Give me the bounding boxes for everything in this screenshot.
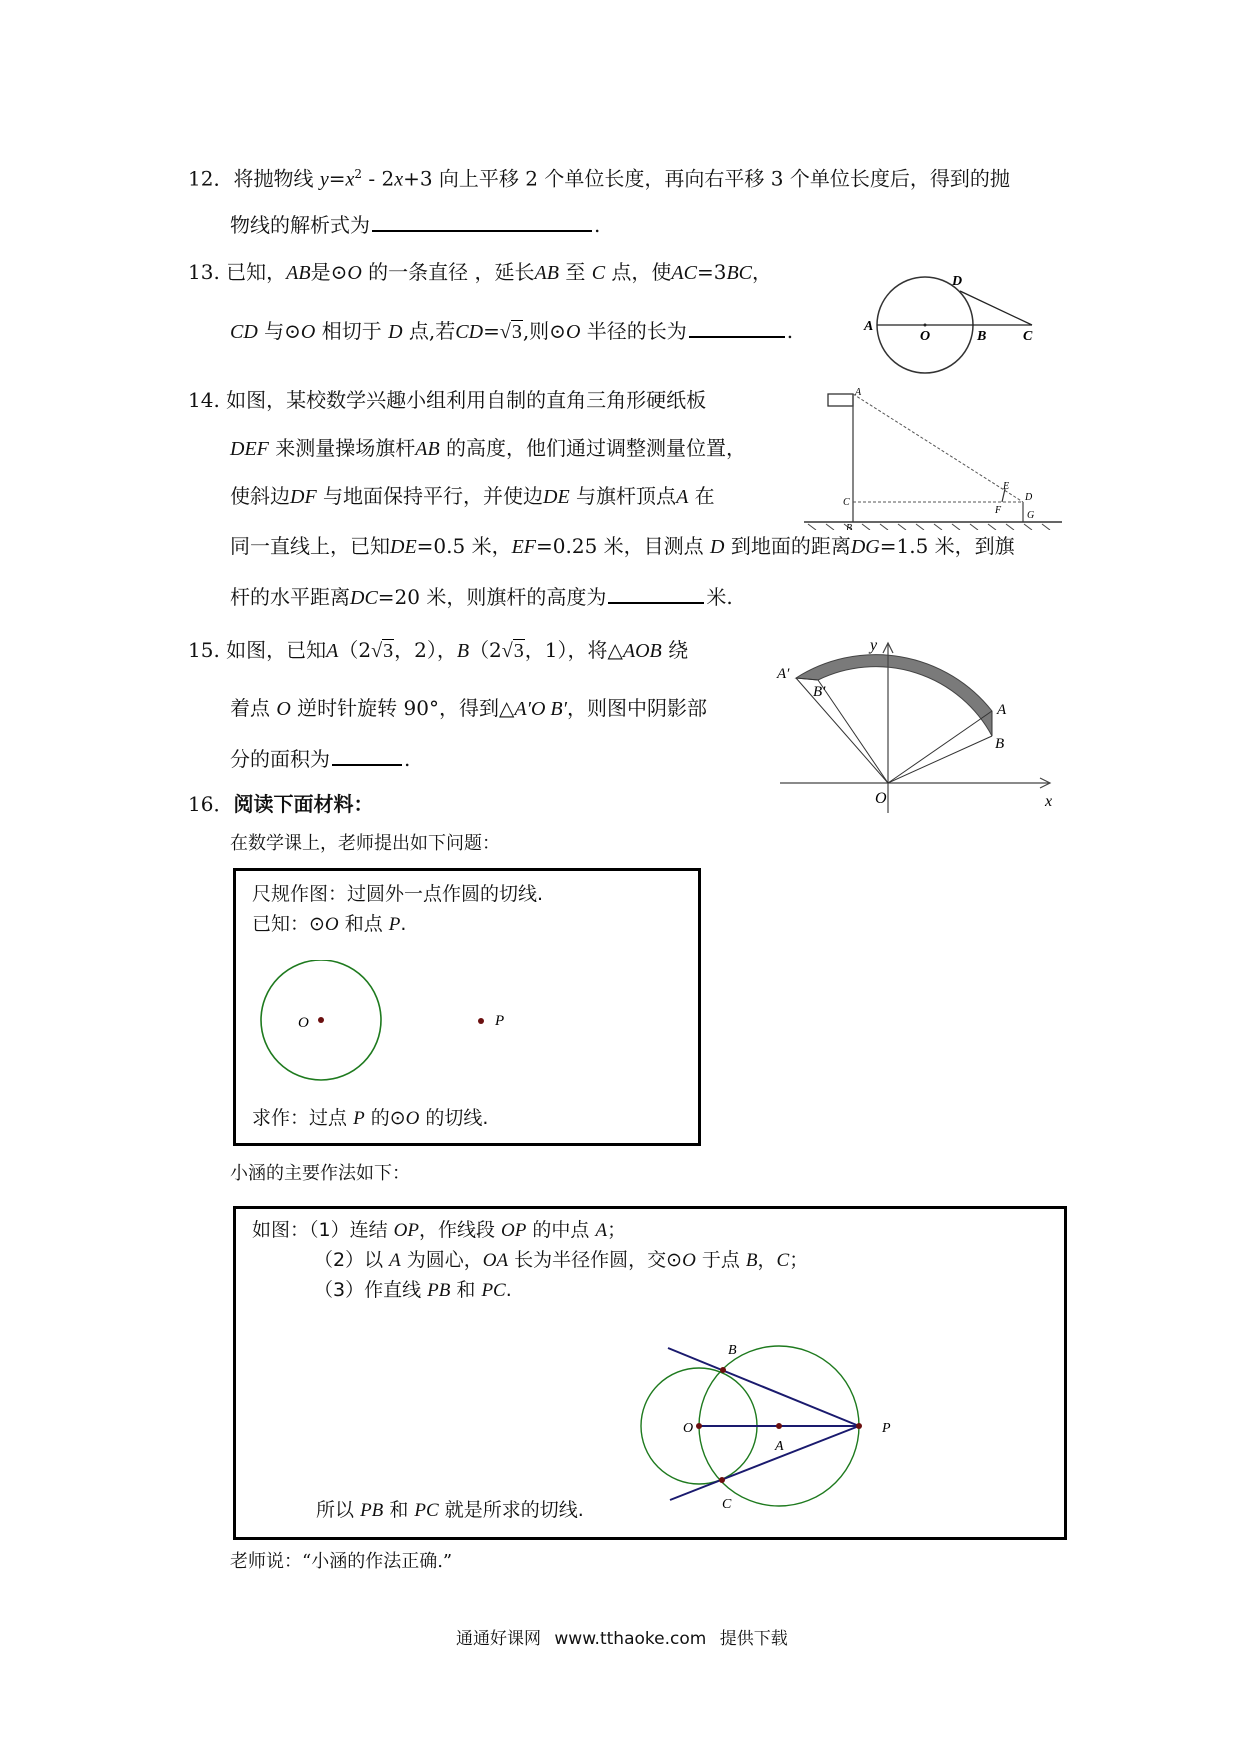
- sightline-ad: [853, 394, 1023, 502]
- sqrt-symbol: √: [499, 321, 511, 343]
- label-g: G: [1027, 510, 1035, 521]
- q13-text: =: [483, 319, 500, 343]
- box-text: 于点: [695, 1249, 740, 1271]
- var: DG: [850, 536, 880, 558]
- site-url[interactable]: www.tthaoke.com: [554, 1629, 707, 1649]
- radicand: 3: [511, 321, 522, 343]
- q15-text: ，2），: [394, 638, 457, 662]
- var: C: [776, 1250, 790, 1271]
- q14-text: 在: [688, 484, 715, 508]
- q13-text: 相切于: [315, 319, 382, 343]
- q16-text: 小涵的主要作法如下：: [230, 1163, 410, 1184]
- punct: ；: [789, 1249, 809, 1271]
- sqrt-symbol: √: [501, 640, 513, 662]
- flag: [828, 394, 853, 406]
- q13-text: 是⊙: [310, 260, 348, 284]
- center-point: [924, 324, 927, 327]
- label-c: C: [1023, 329, 1033, 344]
- q12-line1: [188, 160, 1010, 194]
- q14-line4: [230, 532, 1015, 561]
- var: AB: [286, 262, 311, 284]
- box-text: 已知：⊙: [252, 913, 325, 935]
- var: AB: [415, 438, 440, 460]
- q13-line1: [188, 258, 772, 287]
- q12-text: 向上平移 2 个单位长度，再向右平移 3 个单位长度后，得到的抛: [432, 166, 1010, 191]
- q13-text: 与⊙: [257, 319, 301, 343]
- label-a: A: [775, 1439, 784, 1454]
- label-b: B: [846, 523, 853, 530]
- question-number: 16．: [188, 792, 234, 816]
- tangent-pb: [668, 1348, 859, 1426]
- q14-text: 与地面保持平行，并使边: [316, 484, 544, 508]
- q15-text: ，则图中阴影部: [567, 696, 707, 720]
- formula-part: +3: [403, 166, 433, 191]
- q13-line2: [230, 316, 793, 346]
- var: D: [710, 536, 725, 558]
- var: O: [300, 321, 316, 343]
- punct: ；: [607, 1219, 627, 1241]
- q15-text: 分的面积为: [230, 747, 330, 771]
- q14-text: =0.5 米，: [416, 534, 512, 558]
- label-b: B: [995, 736, 1005, 752]
- q14-text: 使斜边: [230, 484, 290, 508]
- box-text: 的中点: [526, 1219, 590, 1241]
- q15-text: （2: [338, 638, 372, 662]
- box1-line1: [252, 880, 543, 908]
- box-text: （3）作直线: [314, 1279, 422, 1301]
- var: CD: [455, 321, 484, 343]
- tangent-pc: [670, 1426, 859, 1500]
- box-text: 的切线.: [419, 1107, 489, 1129]
- q15-line2: [230, 694, 707, 723]
- q13-figure: [860, 270, 1040, 380]
- q15-text: （2: [469, 638, 502, 662]
- point-c: [719, 1477, 725, 1483]
- q16-text: 老师说：“小涵的作法正确.”: [230, 1551, 453, 1572]
- q13-text: 点，使: [605, 260, 672, 284]
- answer-blank[interactable]: [608, 582, 704, 604]
- punct: .: [404, 747, 411, 771]
- point-o: [318, 1017, 324, 1023]
- q15-line3: [230, 744, 410, 773]
- q16-text: 在数学课上，老师提出如下问题：: [230, 833, 500, 854]
- question-number: 13.: [188, 260, 220, 284]
- var: DC: [350, 587, 378, 609]
- q13-text: ,则⊙: [522, 319, 566, 343]
- q14-text: 如图，某校数学兴趣小组利用自制的直角三角形硬纸板: [226, 388, 707, 412]
- var: A: [326, 640, 339, 662]
- var: CD: [230, 321, 258, 343]
- var: DE: [543, 486, 570, 508]
- sqrt-expression: [371, 640, 394, 662]
- conclusion: [316, 1496, 584, 1525]
- var: P: [353, 1108, 365, 1129]
- q14-text: =1.5 米，到旗: [879, 534, 1015, 558]
- label-y: y: [870, 637, 878, 654]
- label-e: E: [1003, 481, 1010, 492]
- seg-ob: [888, 736, 992, 783]
- q12-line2: [230, 210, 600, 239]
- box-text: ，作线段: [418, 1219, 495, 1241]
- radicand: 3: [513, 640, 524, 662]
- q14-line5: [230, 582, 733, 612]
- q15-text: 逆时针旋转 90°，得到△: [290, 696, 515, 720]
- q13-text: 半径的长为: [580, 319, 687, 343]
- label-o: O: [875, 790, 887, 807]
- label-c: C: [722, 1497, 732, 1512]
- q14-text: 来测量操场旗杆: [268, 436, 416, 460]
- box-text: 求作：过点: [252, 1107, 348, 1129]
- formula-exp: 2: [354, 167, 362, 181]
- var: AB: [534, 262, 559, 284]
- point-p: [856, 1423, 862, 1429]
- box-text: 的⊙: [364, 1107, 406, 1129]
- q12-text: 物线的解析式为: [230, 213, 370, 237]
- sqrt-expression: [502, 640, 525, 662]
- formula-var: y: [319, 168, 329, 191]
- box1-line2: [252, 910, 406, 939]
- var: PC: [414, 1500, 439, 1521]
- box-text: 和: [383, 1499, 409, 1521]
- q14-text: =20 米，则旗杆的高度为: [377, 585, 607, 609]
- q15-text: 如图，已知: [226, 638, 327, 662]
- var: DEF: [230, 438, 269, 460]
- q14-text: =0.25 米，目测点: [536, 534, 704, 558]
- q16-intro: [230, 830, 500, 858]
- var: O: [324, 914, 339, 935]
- label-a: A: [864, 319, 874, 334]
- label-x: x: [1045, 793, 1053, 810]
- var: B: [745, 1250, 758, 1271]
- formula-part: - 2: [362, 166, 395, 191]
- var: B: [456, 640, 470, 662]
- tangent-cd: [960, 291, 1032, 325]
- teacher-comment: [230, 1548, 452, 1576]
- box-text: 所以: [316, 1499, 355, 1521]
- label-b: B: [977, 329, 987, 344]
- q14-text: 米.: [706, 585, 733, 609]
- var: DE: [390, 536, 417, 558]
- var: AOB: [622, 640, 662, 662]
- label-o: O: [920, 329, 931, 344]
- var: O: [276, 698, 291, 720]
- q12-text: 将抛物线: [233, 166, 320, 191]
- box-text: 长为半径作圆，交⊙: [508, 1249, 683, 1271]
- label-a: A: [997, 702, 1007, 718]
- box-text: 如图：（1）连结: [252, 1219, 388, 1241]
- var: A: [389, 1250, 401, 1271]
- point-a: [776, 1423, 782, 1429]
- section-title: 阅读下面材料：: [233, 792, 374, 816]
- label-o: O: [298, 1015, 309, 1031]
- q15-text: 着点: [230, 696, 270, 720]
- step3: [314, 1276, 512, 1305]
- punct: ，: [757, 1249, 777, 1271]
- var: A′O B′: [514, 698, 567, 720]
- ground-hatching: [808, 524, 1050, 530]
- q14-line2: [230, 434, 746, 463]
- label-b-prime: B′: [813, 684, 826, 700]
- q13-text: 至: [558, 260, 586, 284]
- sqrt-symbol: √: [371, 640, 383, 662]
- q13-text: ，: [752, 260, 773, 284]
- answer-blank[interactable]: [372, 210, 592, 232]
- var: BC: [726, 262, 753, 284]
- seg-oa-prime: [796, 678, 888, 783]
- var: PC: [481, 1280, 506, 1301]
- formula-eq: =: [328, 166, 346, 191]
- label-d: D: [952, 274, 963, 289]
- q14-line1: [188, 386, 706, 414]
- var: AC: [671, 262, 697, 284]
- label-d: D: [1025, 492, 1033, 503]
- var: A: [595, 1220, 608, 1241]
- var: O: [405, 1108, 420, 1129]
- label-b: B: [728, 1343, 737, 1358]
- label-p: P: [882, 1421, 891, 1436]
- q13-text: 已知，: [226, 260, 287, 284]
- label-a: A: [855, 387, 862, 398]
- var: D: [388, 321, 403, 343]
- question-number: 15.: [188, 638, 220, 662]
- var: EF: [511, 536, 537, 558]
- q14-figure: [800, 385, 1065, 530]
- punct: .: [594, 213, 601, 237]
- point-b: [720, 1367, 726, 1373]
- q15-text: 绕: [661, 638, 689, 662]
- construction-figure: [630, 1320, 910, 1515]
- q14-text: 杆的水平距离: [230, 585, 350, 609]
- var: OP: [501, 1220, 527, 1241]
- radicand: 3: [383, 640, 394, 662]
- question-number: 14.: [188, 388, 220, 412]
- box-text: （2）以: [314, 1249, 384, 1271]
- var: A: [676, 486, 689, 508]
- var: O: [347, 262, 362, 284]
- box-text: 就是所求的切线.: [438, 1499, 584, 1521]
- box-text: 尺规作图：过圆外一点作圆的切线.: [252, 883, 544, 905]
- label-c: C: [843, 497, 850, 508]
- q15-figure: [775, 628, 1060, 818]
- answer-blank[interactable]: [689, 316, 785, 338]
- box-text: 和: [450, 1279, 476, 1301]
- var: OA: [482, 1250, 509, 1271]
- answer-blank[interactable]: [332, 744, 402, 766]
- label-f: F: [995, 505, 1002, 516]
- method-intro: [230, 1160, 410, 1188]
- seg-ob-prime: [818, 680, 888, 783]
- q14-line3: [230, 482, 715, 511]
- punct: .: [400, 913, 407, 935]
- label-p: P: [495, 1013, 505, 1029]
- var: O: [682, 1250, 696, 1271]
- var: OP: [393, 1220, 419, 1241]
- var: C: [591, 262, 606, 284]
- point-p: [478, 1018, 484, 1024]
- box-text: 和点: [338, 913, 383, 935]
- step2: [314, 1246, 808, 1275]
- footer: [456, 1624, 788, 1649]
- question-number: 12．: [188, 166, 234, 191]
- var: DF: [290, 486, 317, 508]
- q14-text: 与旗杆顶点: [569, 484, 677, 508]
- step1: [252, 1216, 626, 1245]
- footer-suffix: 提供下载: [719, 1629, 788, 1649]
- var: O: [565, 321, 581, 343]
- var: PB: [427, 1280, 451, 1301]
- q13-text: 的一条直径 ，延长: [361, 260, 535, 284]
- q14-text: 到地面的距离: [724, 534, 851, 558]
- punct: .: [505, 1279, 512, 1301]
- var: P: [388, 914, 401, 935]
- q13-text: =3: [696, 260, 727, 284]
- punct: .: [786, 319, 794, 343]
- q15-text: ，1），将△: [524, 638, 623, 662]
- q16-title-line: [188, 790, 373, 818]
- box-text: 为圆心，: [400, 1249, 483, 1271]
- box1-figure: [255, 960, 555, 1085]
- box1-line3: [252, 1104, 488, 1133]
- seg-oa: [888, 711, 992, 783]
- q13-text: 点,若: [402, 319, 456, 343]
- q15-line1: [188, 636, 688, 665]
- point-o: [696, 1423, 702, 1429]
- formula-var: x: [394, 168, 404, 191]
- var: PB: [360, 1500, 384, 1521]
- q14-text: 的高度，他们通过调整测量位置，: [439, 436, 747, 460]
- label-o: O: [683, 1421, 694, 1436]
- site-name: 通通好课网: [456, 1629, 541, 1649]
- sqrt-expression: [500, 321, 523, 343]
- formula-var: x: [345, 168, 355, 191]
- q14-text: 同一直线上，已知: [230, 534, 390, 558]
- label-a-prime: A′: [777, 666, 790, 682]
